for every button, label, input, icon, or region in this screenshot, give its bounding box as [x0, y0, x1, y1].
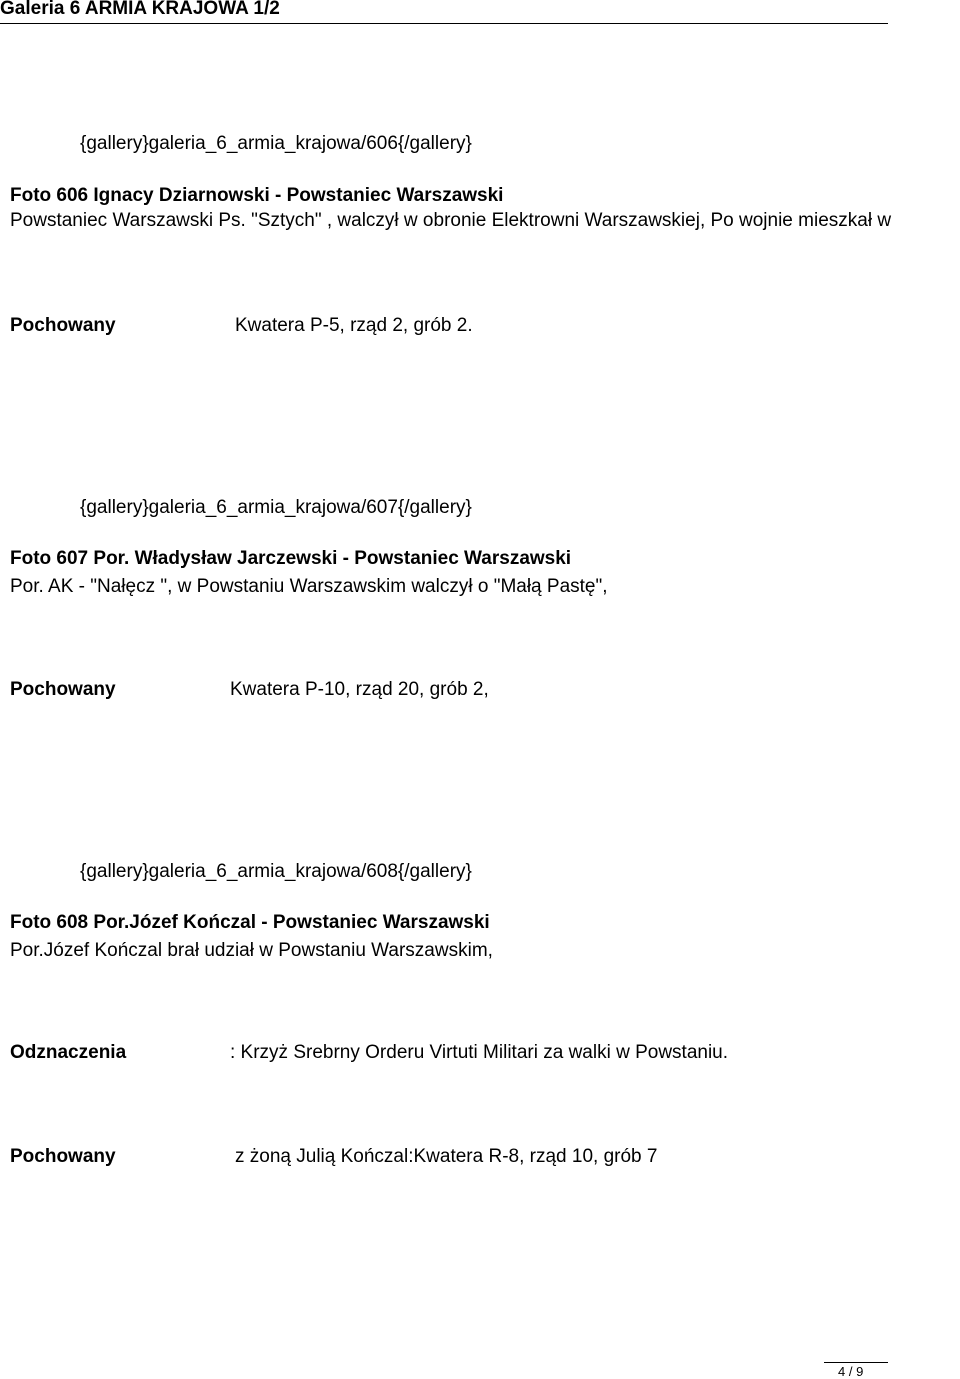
gallery-tag: {gallery}galeria_6_armia_krajowa/608{/gallery} [80, 861, 472, 882]
entry-description: Powstaniec Warszawski Ps. "Sztych" , walczył w obronie Elektrowni Warszawskiej, Po wojnie mieszkał w [10, 210, 892, 231]
field-label-pochowany: Pochowany [10, 679, 116, 700]
document-title: Galeria 6 ARMIA KRAJOWA 1/2 [0, 0, 280, 19]
field-label-pochowany: Pochowany [10, 315, 116, 336]
field-label-pochowany: Pochowany [10, 1146, 116, 1167]
entry-title: Foto 607 Por. Władysław Jarczewski - Powstaniec Warszawski [10, 548, 572, 569]
entry-title: Foto 606 Ignacy Dziarnowski - Powstaniec Warszawski [10, 185, 504, 206]
field-value-pochowany: Kwatera P-5, rząd 2, grób 2. [235, 315, 473, 336]
footer-divider [824, 1362, 888, 1363]
entry-description: Por. AK - "Nałęcz ", w Powstaniu Warszawskim walczył o "Małą Pastę", [10, 576, 608, 597]
field-value-odznaczenia: : Krzyż Srebrny Orderu Virtuti Militari za walki w Powstaniu. [230, 1042, 729, 1063]
entry-description: Por.Józef Kończal brał udział w Powstaniu Warszawskim, [10, 940, 493, 961]
entry-title: Foto 608 Por.Józef Kończal - Powstaniec Warszawski [10, 912, 490, 933]
page-number: 4 / 9 [838, 1364, 864, 1379]
header-divider [0, 23, 888, 24]
field-value-pochowany: Kwatera P-10, rząd 20, grób 2, [230, 679, 489, 700]
field-value-pochowany: z żoną Julią Kończal:Kwatera R-8, rząd 10, grób 7 [235, 1146, 658, 1167]
gallery-tag: {gallery}galeria_6_armia_krajowa/607{/gallery} [80, 497, 472, 518]
gallery-tag: {gallery}galeria_6_armia_krajowa/606{/gallery} [80, 133, 472, 154]
field-label-odznaczenia: Odznaczenia [10, 1042, 127, 1063]
